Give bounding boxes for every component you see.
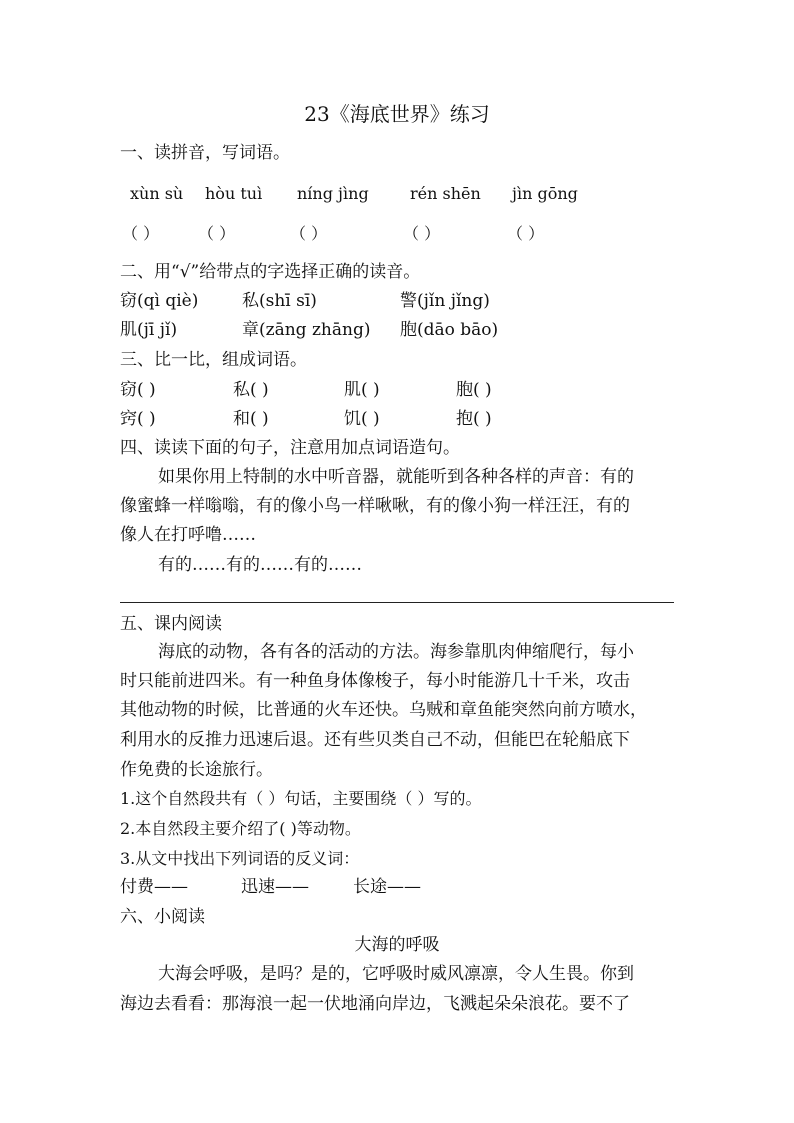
sentence-line: 像蜜蜂一样嗡嗡，有的像小鸟一样啾啾，有的像小狗一样汪汪，有的 [120,496,630,516]
pinyin-2: hòu tuì [205,184,263,203]
compare-item: 胞( ) [456,380,492,400]
answer-line [120,602,674,603]
pinyin-3: níng jìng [297,184,369,203]
section-5-heading: 五、课内阅读 [120,614,222,634]
story-line: 大海会呼吸，是吗？是的，它呼吸时威风凛凛，令人生畏。你到 [158,964,634,984]
story-line: 海边去看看：那海浪一起一伏地涌向岸边，飞溅起朵朵浪花。要不了 [120,994,630,1014]
sentence-pattern: 有的……有的……有的…… [158,555,362,575]
section-6-heading: 六、小阅读 [120,907,205,927]
answer-bracket-3: （ ） [290,224,328,243]
compare-item: 和( ) [233,409,269,429]
section-3-heading: 三、比一比，组成词语。 [120,350,307,370]
answer-bracket-5: （ ） [507,224,545,243]
question-3: 3.从文中找出下列词语的反义词： [120,849,360,868]
reading-line: 时只能前进四米。有一种鱼身体像梭子，每小时能游几十千米，攻击 [120,671,630,691]
sentence-line: 如果你用上特制的水中听音器，就能听到各种各样的声音：有的 [158,467,634,487]
page-title: 23《海底世界》练习 [304,102,490,126]
question-1: 1.这个自然段共有（ ）句话，主要围绕（ ）写的。 [120,789,482,808]
pronunciation-item: 章(zāng zhāng) [242,320,371,340]
compare-item: 饥( ) [344,409,380,429]
pronunciation-item: 窃(qì qiè) [120,291,199,311]
answer-bracket-4: （ ） [403,224,441,243]
question-2: 2.本自然段主要介绍了( )等动物。 [120,819,361,838]
reading-line: 其他动物的时候，比普通的火车还快。乌贼和章鱼能突然向前方喷水， [120,700,647,720]
compare-item: 私( ) [233,380,269,400]
reading-line: 海底的动物，各有各的活动的方法。海参靠肌肉伸缩爬行，每小 [158,642,634,662]
antonym-item: 付费—— [120,877,188,897]
compare-item: 肌( ) [344,380,380,400]
antonym-item: 迅速—— [241,877,309,897]
compare-item: 抱( ) [456,409,492,429]
sentence-line: 像人在打呼噜…… [120,525,256,545]
pinyin-5: jìn gōng [512,184,578,203]
answer-bracket-1: （ ） [122,224,160,243]
antonym-item: 长途—— [353,877,421,897]
pronunciation-item: 私(shī sī) [242,291,317,311]
pronunciation-item: 警(jǐn jǐng) [400,291,490,311]
compare-item: 窃( ) [120,380,156,400]
compare-item: 窍( ) [120,409,156,429]
pronunciation-item: 肌(jī jǐ) [120,320,178,340]
reading-line: 利用水的反推力迅速后退。还有些贝类自己不动，但能巴在轮船底下 [120,730,630,750]
answer-bracket-2: （ ） [198,224,236,243]
pinyin-1: xùn sù [130,184,184,203]
section-2-heading: 二、用“√”给带点的字选择正确的读音。 [120,262,421,282]
pinyin-4: rén shēn [410,184,481,203]
section-1-heading: 一、读拼音，写词语。 [120,143,290,163]
reading-line: 作免费的长途旅行。 [120,760,273,780]
pronunciation-item: 胞(dāo bāo) [400,320,499,340]
story-title: 大海的呼吸 [354,935,440,955]
section-4-heading: 四、读读下面的句子，注意用加点词语造句。 [120,438,460,458]
